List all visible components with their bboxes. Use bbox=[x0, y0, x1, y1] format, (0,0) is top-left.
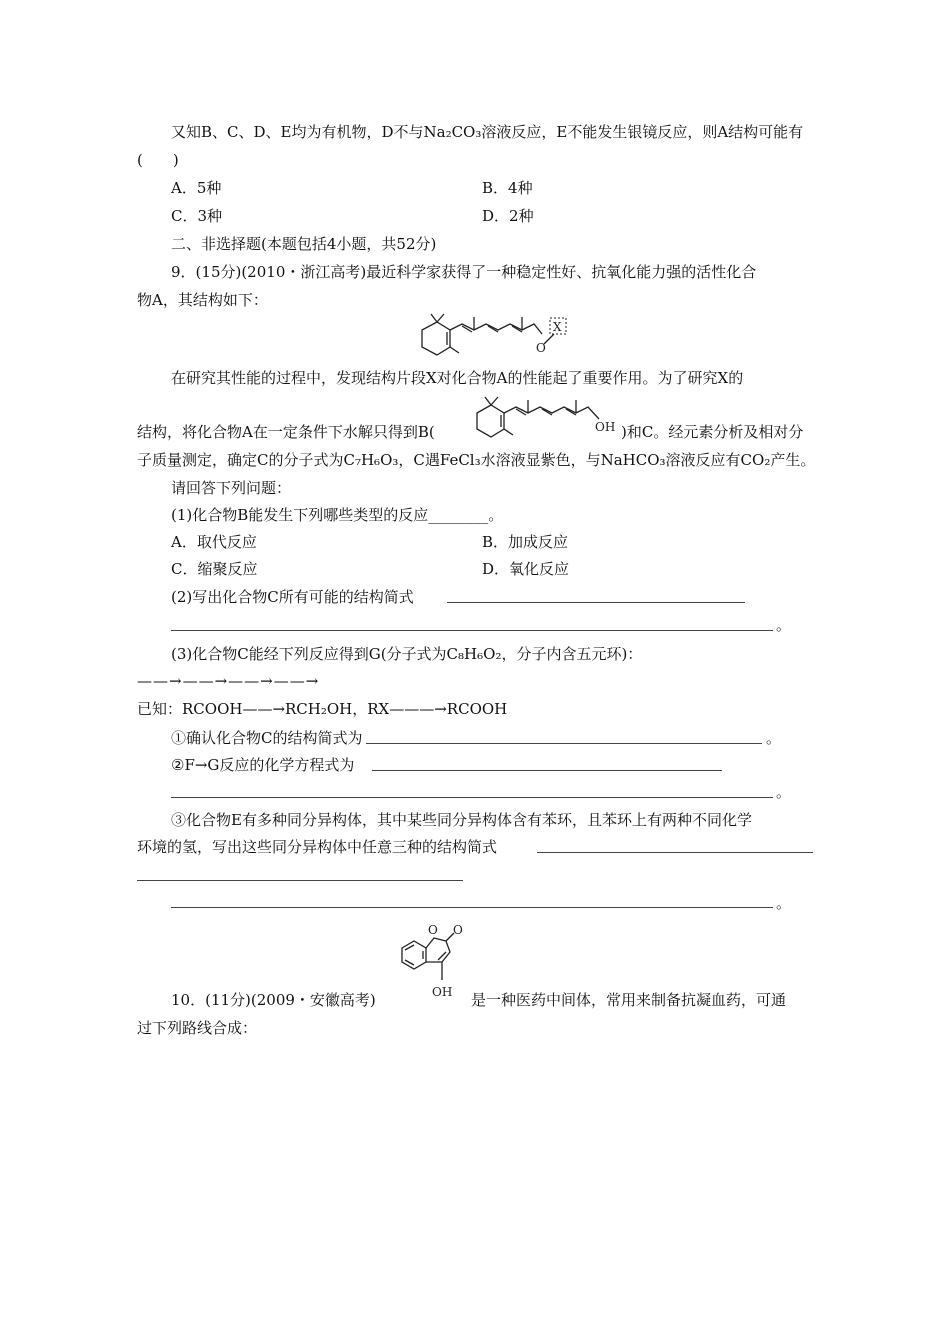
section-heading: 二、非选择题(本题包括4小题，共52分) bbox=[171, 235, 437, 253]
q9-option-a[interactable]: A．取代反应 bbox=[171, 533, 257, 551]
q9-para2b: )和C。经元素分析及相对分 bbox=[621, 423, 804, 441]
q9-option-b[interactable]: B．加成反应 bbox=[482, 533, 569, 551]
q9-sub3-2-answer-line2[interactable] bbox=[171, 797, 773, 798]
q9-line2: 物A，其结构如下： bbox=[137, 291, 268, 309]
q9-option-d[interactable]: D．氧化反应 bbox=[482, 560, 570, 578]
q9-para3: 子质量测定，确定C的分子式为C₇H₆O₃，C遇FeCl₃水溶液显紫色，与NaHCO₃溶液反应有CO₂产生。 bbox=[137, 451, 816, 469]
structure-a-image bbox=[404, 312, 574, 360]
q9-sub3-1-answer-line[interactable] bbox=[366, 743, 762, 744]
q8-option-c[interactable]: C．3种 bbox=[171, 207, 223, 225]
structure-b-image bbox=[471, 395, 621, 439]
q10-line2: 过下列路线合成： bbox=[137, 1019, 258, 1037]
structure-hydroxycoumarin-image bbox=[394, 924, 474, 1004]
period: 。 bbox=[776, 783, 792, 801]
q9-sub3-3-answer-line3[interactable] bbox=[171, 907, 773, 908]
structure-o2-label: O bbox=[453, 923, 463, 937]
known-reactions: 已知：RCOOH——→RCH₂OH，RX———→RCOOH bbox=[137, 700, 508, 718]
period: 。 bbox=[766, 729, 782, 747]
structure-a-o-label: O bbox=[536, 341, 546, 355]
q10-line1a: 10．(11分)(2009・安徽高考) bbox=[171, 991, 376, 1009]
period: 。 bbox=[776, 894, 792, 912]
q9-para1: 在研究其性能的过程中，发现结构片段X对化合物A的性能起了重要作用。为了研究X的 bbox=[171, 369, 744, 387]
q9-sub3-3a: ③化合物E有多种同分异构体，其中某些同分异构体含有苯环，且苯环上有两种不同化学 bbox=[171, 811, 752, 829]
q9-sub3-3-answer-line2[interactable] bbox=[137, 880, 463, 881]
q8-option-b[interactable]: B．4种 bbox=[482, 179, 533, 197]
q9-sub2-answer-line1[interactable] bbox=[447, 602, 745, 603]
q10-line1b: 是一种医药中间体，常用来制备抗凝血药，可通 bbox=[471, 991, 787, 1009]
q9-line1: 9．(15分)(2010・浙江高考)最近科学家获得了一种稳定性好、抗氧化能力强的活性化合 bbox=[171, 263, 757, 281]
structure-b-oh-label: OH bbox=[595, 420, 616, 434]
q9-sub2-answer-line2[interactable] bbox=[171, 630, 773, 631]
q9-sub3-3-answer-line1[interactable] bbox=[537, 852, 813, 853]
q9-sub3-2: ②F→G反应的化学方程式为 bbox=[171, 756, 355, 774]
q9-sub3-3b: 环境的氢，写出这些同分异构体中任意三种的结构简式 bbox=[137, 838, 498, 856]
q9-sub1: (1)化合物B能发生下列哪些类型的反应________。 bbox=[171, 506, 504, 524]
q9-sub2: (2)写出化合物C所有可能的结构简式 bbox=[171, 588, 414, 606]
structure-oh-label: OH bbox=[432, 985, 453, 999]
q9-prompt: 请回答下列问题： bbox=[171, 479, 292, 497]
q9-option-c[interactable]: C．缩聚反应 bbox=[171, 560, 258, 578]
q9-sub3: (3)化合物C能经下列反应得到G(分子式为C₈H₆O₂，分子内含五元环)： bbox=[171, 645, 643, 663]
period: 。 bbox=[776, 616, 792, 634]
q8-option-a[interactable]: A．5种 bbox=[171, 179, 222, 197]
q9-para2a: 结构，将化合物A在一定条件下水解只得到B( bbox=[137, 423, 435, 441]
intro-text: 又知B、C、D、E均为有机物，D不与Na₂CO₃溶液反应，E不能发生银镜反应，则A结构可能有 bbox=[171, 123, 804, 141]
structure-a-x-label: X bbox=[553, 320, 562, 334]
reaction-arrows: ——→——→——→——→ bbox=[137, 672, 320, 690]
q9-sub3-1: ①确认化合物C的结构简式为 bbox=[171, 729, 363, 747]
q9-sub3-2-answer-line1[interactable] bbox=[372, 770, 722, 771]
structure-o1-label: O bbox=[428, 923, 438, 937]
q8-option-d[interactable]: D．2种 bbox=[482, 207, 534, 225]
answer-paren: ( ) bbox=[137, 151, 179, 169]
